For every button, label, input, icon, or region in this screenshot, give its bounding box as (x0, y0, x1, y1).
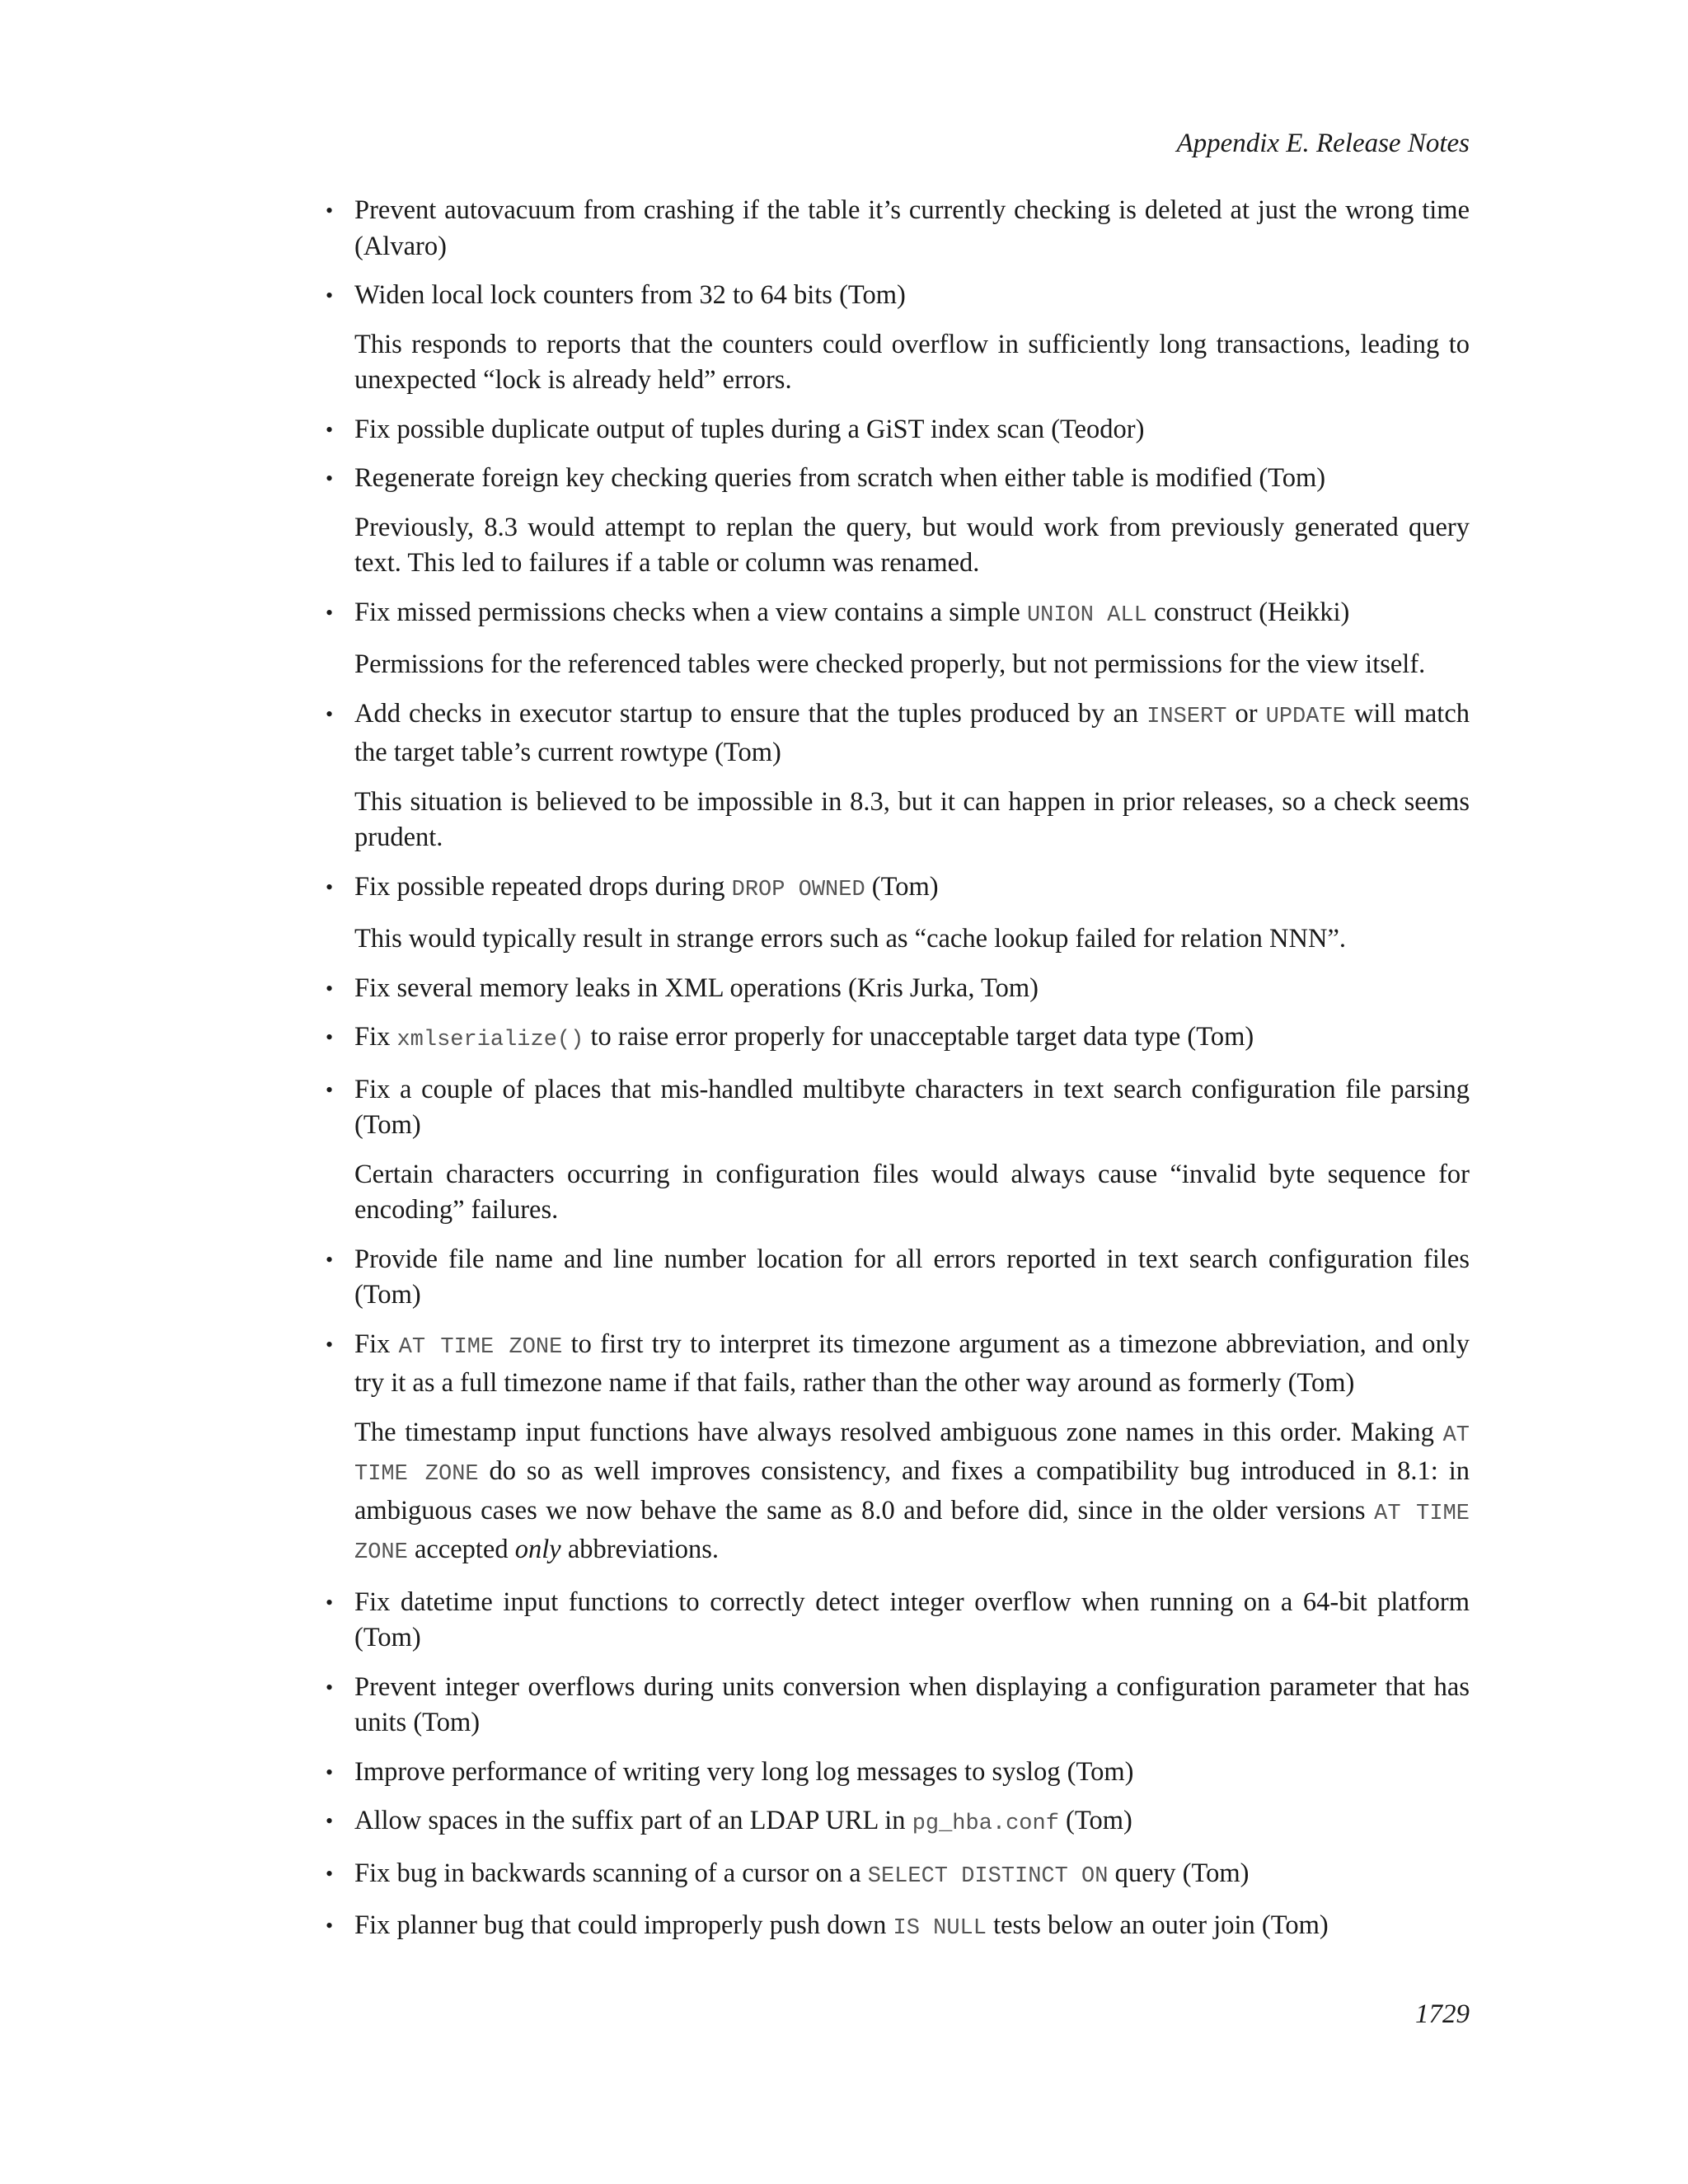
item-note: Certain characters occurring in configuration files would always cause “invalid byte sequence for encoding” failures. (354, 1159, 1470, 1225)
item-text: Regenerate foreign key checking queries from scratch when either table is modified (Tom) (354, 463, 1326, 493)
item-note: Permissions for the referenced tables were checked properly, but not permissions for the view itself. (354, 649, 1426, 679)
item-text: Fix possible repeated drops during DROP OWNED (Tom) (354, 871, 939, 902)
code-literal: UNION ALL (1026, 602, 1147, 628)
bullet: • (326, 1760, 334, 1784)
bullet: • (326, 466, 334, 490)
bullet: • (326, 1247, 334, 1272)
page-header: Appendix E. Release Notes (1176, 129, 1470, 158)
bullet: • (326, 874, 334, 899)
item-note: This would typically result in strange errors such as “cache lookup failed for relation NNN”. (354, 924, 1347, 954)
list-item (326, 1019, 1470, 1059)
list-item (326, 1856, 1470, 1896)
item-note: This responds to reports that the counters could overflow in sufficiently long transactions, leading to unexpected “lock is already held” errors. (354, 329, 1470, 395)
code-literal: AT TIME ZONE (354, 1422, 1470, 1487)
item-text: Fix possible duplicate output of tuples during a GiST index scan (Teodor) (354, 414, 1145, 444)
list-item (326, 971, 1470, 1007)
list-item (326, 1242, 1470, 1314)
item-text: Fix a couple of places that mis-handled multibyte characters in text search configuration file parsing (Tom) (354, 1074, 1470, 1140)
emphasis: only (514, 1535, 561, 1564)
list-item (326, 193, 1470, 265)
list-item (326, 1670, 1470, 1741)
bullet: • (326, 1809, 334, 1833)
code-literal: UPDATE (1265, 704, 1346, 729)
bullet: • (326, 1332, 334, 1357)
page-number: 1729 (1415, 1999, 1470, 2029)
item-text: Fix several memory leaks in XML operations (Kris Jurka, Tom) (354, 972, 1039, 1003)
bullet: • (326, 1077, 334, 1102)
list-item (326, 696, 1470, 856)
list-item (326, 869, 1470, 958)
code-literal: INSERT (1146, 704, 1227, 729)
code-literal: AT TIME ZONE (398, 1334, 563, 1360)
item-text: Fix bug in backwards scanning of a cursor on a SELECT DISTINCT ON query (Tom) (354, 1858, 1250, 1889)
item-text: Fix planner bug that could improperly push down IS NULL tests below an outer join (Tom) (354, 1910, 1329, 1941)
list-item (326, 412, 1470, 448)
code-literal: AT TIME ZONE (354, 1501, 1470, 1565)
item-text: Fix AT TIME ZONE to first try to interpret its timezone argument as a timezone abbreviation, and only try it as a full timezone name if that fails, rather than the other way around as formerly (Tom) (354, 1329, 1470, 1398)
code-literal: DROP OWNED (731, 877, 865, 902)
item-text: Improve performance of writing very long log messages to syslog (Tom) (354, 1756, 1134, 1787)
code-literal: SELECT DISTINCT ON (867, 1863, 1109, 1889)
item-text: Prevent autovacuum from crashing if the table it’s currently checking is deleted at just the wrong time (Alvaro) (354, 195, 1470, 261)
bullet: • (326, 1025, 334, 1049)
item-text: Provide file name and line number location for all errors reported in text search configuration files (Tom) (354, 1244, 1470, 1310)
list-item (326, 1585, 1470, 1657)
item-text: Fix missed permissions checks when a view contains a simple UNION ALL construct (Heikki) (354, 597, 1350, 628)
bullet: • (326, 701, 334, 726)
item-text: Add checks in executor startup to ensure that the tuples produced by an INSERT or UPDATE will match the target table’s current rowtype (Tom) (354, 698, 1470, 767)
bullet: • (326, 1590, 334, 1615)
bullet: • (326, 1675, 334, 1699)
code-literal: pg_hba.conf (912, 1811, 1059, 1836)
bullet: • (326, 1914, 334, 1938)
release-notes-list (326, 193, 1470, 1961)
list-item (326, 461, 1470, 582)
code-literal: xmlserialize() (396, 1028, 584, 1052)
bullet: • (326, 284, 334, 307)
list-item (326, 278, 1470, 399)
list-item (326, 1327, 1470, 1572)
item-text: Fix xmlserialize() to raise error properly for unacceptable target data type (Tom) (354, 1022, 1254, 1052)
code-literal: IS NULL (893, 1916, 987, 1941)
item-note: The timestamp input functions have always resolved ambiguous zone names in this order. Making AT TIME ZONE do so as well improves consistency, and fixes a compatibility bug introduced in 8.1: in ambiguous cases we now behave the same as 8.0 and before did, since in the older versions AT TIME ZONE accepted only abbreviations. (354, 1417, 1470, 1565)
item-text: Prevent integer overflows during units conversion when displaying a configuration parameter that has units (Tom) (354, 1671, 1470, 1737)
bullet: • (326, 1861, 334, 1886)
list-item (326, 1803, 1470, 1843)
item-text: Allow spaces in the suffix part of an LDAP URL in pg_hba.conf (Tom) (354, 1806, 1132, 1836)
bullet: • (326, 600, 334, 625)
item-note: Previously, 8.3 would attempt to replan the query, but would work from previously generated query text. This led to failures if a table or column was renamed. (354, 512, 1470, 578)
bullet: • (326, 417, 334, 442)
bullet: • (326, 976, 334, 1001)
list-item (326, 595, 1470, 683)
list-item (326, 1908, 1470, 1947)
item-note: This situation is believed to be impossible in 8.3, but it can happen in prior releases, so a check seems prudent. (354, 786, 1470, 852)
list-item (326, 1072, 1470, 1229)
item-text: Fix datetime input functions to correctly detect integer overflow when running on a 64-bit platform (Tom) (354, 1586, 1470, 1652)
bullet: • (326, 199, 334, 223)
item-text: Widen local lock counters from 32 to 64 bits (Tom) (354, 280, 906, 310)
list-item (326, 1755, 1470, 1791)
